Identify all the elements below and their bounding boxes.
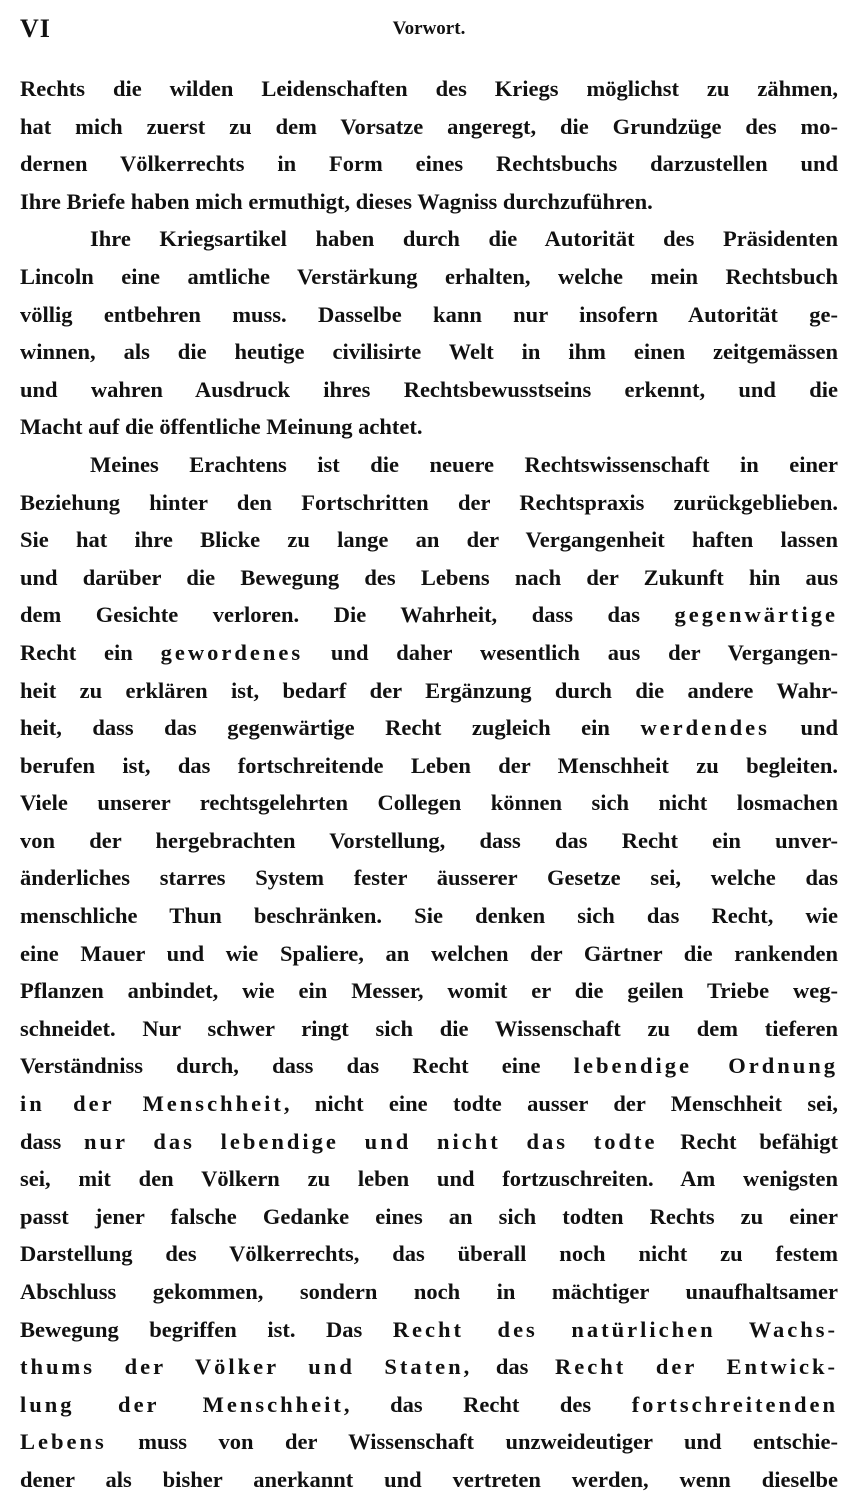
- text-line: Bewegung begriffen ist. Das Recht des natürlichen Wachs-: [20, 1316, 839, 1342]
- text-line: und darüber die Bewegung des Lebens nach der Zukunft hin aus: [20, 564, 838, 590]
- text-line: passt jener falsche Gedanke eines an sich todten Rechts zu einer: [20, 1203, 838, 1229]
- text-line: berufen ist, das fortschreitende Leben der Menschheit zu begleiten.: [20, 752, 838, 778]
- text-line: Rechts die wilden Leidenschaften des Kriegs möglichst zu zähmen,: [20, 76, 838, 101]
- text-line: thums der Völker und Staten, das Recht der Entwick-: [20, 1354, 838, 1380]
- text-line: lung der Menschheit, das Recht des fortschreitenden: [20, 1391, 838, 1417]
- text-line: völlig entbehren muss. Dasselbe kann nur insofern Autorität ge-: [20, 301, 838, 327]
- text-line: Beziehung hinter den Fortschritten der Rechtspraxis zurückgeblieben.: [20, 489, 838, 515]
- text-line: Sie hat ihre Blicke zu lange an der Vergangenheit haften lassen: [20, 527, 838, 553]
- paragraph-first-line: Ihre Kriegsartikel haben durch die Autorität des Präsidenten: [90, 226, 838, 252]
- spaced-emphasis: in der Menschheit: [20, 1091, 284, 1117]
- spaced-emphasis: Recht des natürlichen Wachs-: [392, 1316, 839, 1342]
- text-line: schneidet. Nur schwer ringt sich die Wissenschaft zu dem tieferen: [20, 1015, 838, 1041]
- text-line: dass nur das lebendige und nicht das todte Recht befähigt: [20, 1128, 838, 1154]
- spaced-emphasis: lung der Menschheit: [20, 1391, 344, 1417]
- text-line: heit zu erklären ist, bedarf der Ergänzung durch die andere Wahr-: [20, 677, 838, 703]
- spaced-emphasis: gegenwärtige: [674, 602, 838, 628]
- text-line: sei, mit den Völkern zu leben und fortzuschreiten. Am wenigsten: [20, 1166, 838, 1192]
- spaced-emphasis: Recht der Entwick-: [555, 1354, 838, 1380]
- text-line: Darstellung des Völkerrechts, das überall noch nicht zu festem: [20, 1241, 838, 1267]
- text-line: dernen Völkerrechts in Form eines Rechtsbuchs darzustellen und: [20, 151, 838, 177]
- text-line: Recht ein gewordenes und daher wesentlich aus der Vergangen-: [20, 639, 838, 665]
- text-line: hat mich zuerst zu dem Vorsatze angeregt, die Grundzüge des mo-: [20, 113, 838, 139]
- text-line: eine Mauer und wie Spaliere, an welchen der Gärtner die rankenden: [20, 940, 838, 966]
- spaced-emphasis: werdendes: [640, 715, 770, 741]
- text-line: winnen, als die heutige civilisirte Welt in ihm einen zeitgemässen: [20, 339, 838, 365]
- text-line: änderliches starres System fester äusserer Gesetze sei, welche das: [20, 865, 838, 891]
- spaced-emphasis: nur das lebendige und nicht das todte: [84, 1128, 658, 1154]
- text-line: von der hergebrachten Vorstellung, dass das Recht ein unver-: [20, 827, 838, 853]
- text-line: in der Menschheit, nicht eine todte ausser der Menschheit sei,: [20, 1091, 838, 1117]
- page-number: VI: [20, 14, 51, 43]
- spaced-emphasis: Lebens: [20, 1429, 107, 1455]
- paragraph-first-line: Meines Erachtens ist die neuere Rechtswissenschaft in einer: [90, 451, 838, 477]
- running-head: Vorwort.: [392, 18, 466, 39]
- text-line: und wahren Ausdruck ihres Rechtsbewusstseins erkennt, und die: [20, 376, 838, 402]
- page-header: [20, 14, 838, 48]
- text-line: Macht auf die öffentliche Meinung achtet.: [20, 414, 423, 440]
- text-line: heit, dass das gegenwärtige Recht zugleich ein werdendes und: [20, 715, 838, 741]
- spaced-emphasis: fortschreitenden: [631, 1391, 838, 1417]
- text-line: dener als bisher anerkannt und vertreten werden, wenn dieselbe: [20, 1466, 838, 1492]
- text-line: Pflanzen anbindet, wie ein Messer, womit er die geilen Triebe weg-: [20, 978, 838, 1004]
- text-line: menschliche Thun beschränken. Sie denken sich das Recht, wie: [20, 903, 838, 929]
- text-line: Lebens muss von der Wissenschaft unzweideutiger und entschie-: [20, 1429, 838, 1455]
- text-line: Verständniss durch, dass das Recht eine lebendige Ordnung: [20, 1053, 839, 1079]
- spaced-emphasis: thums der Völker und Staten: [20, 1354, 464, 1380]
- spaced-emphasis: lebendige Ordnung: [573, 1053, 839, 1079]
- spaced-emphasis: gewordenes: [160, 639, 304, 665]
- text-line: Abschluss gekommen, sondern noch in mächtiger unaufhaltsamer: [20, 1279, 838, 1304]
- body-text: [20, 70, 838, 1499]
- text-line: Ihre Briefe haben mich ermuthigt, dieses Wagniss durchzuführen.: [20, 188, 653, 214]
- text-line: Viele unserer rechtsgelehrten Collegen können sich nicht losmachen: [20, 790, 838, 816]
- text-line: dem Gesichte verloren. Die Wahrheit, dass das gegenwärtige: [20, 602, 838, 628]
- text-line: Lincoln eine amtliche Verstärkung erhalten, welche mein Rechtsbuch: [20, 263, 838, 289]
